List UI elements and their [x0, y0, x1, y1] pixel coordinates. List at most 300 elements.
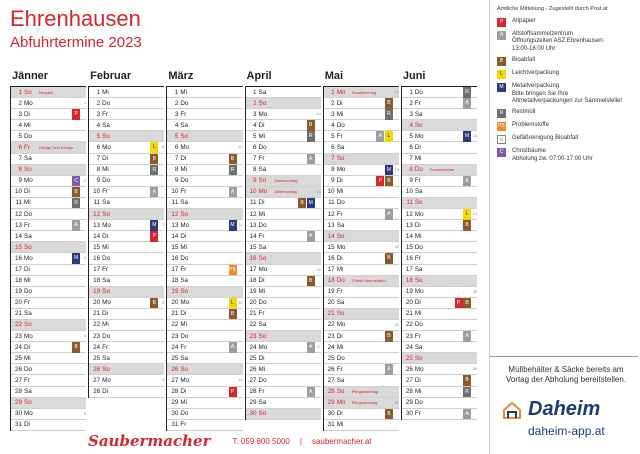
day-row	[167, 276, 242, 287]
week-number: 11	[238, 223, 243, 228]
day-row	[402, 331, 477, 342]
legend-label: Leichtverpackung	[512, 70, 560, 77]
weekday: Sa	[336, 376, 345, 384]
day-number: 3	[331, 110, 335, 118]
day-row	[324, 198, 399, 209]
page-title: Ehrenhausen	[10, 6, 141, 31]
day-row	[167, 131, 242, 142]
pickup-badge: R	[72, 198, 80, 209]
day-row	[89, 276, 164, 287]
weekday: Mo	[414, 288, 424, 296]
day-row	[89, 231, 164, 242]
day-row	[89, 298, 164, 309]
weekday: Mi	[258, 288, 266, 296]
weekday: Mo	[336, 243, 346, 251]
day-row	[167, 253, 242, 264]
day-row	[402, 265, 477, 276]
day-number: 23	[171, 332, 179, 340]
day-row	[402, 342, 477, 353]
day-row	[402, 364, 477, 375]
week-number: 7	[162, 223, 165, 228]
legend-swatch: P	[497, 18, 506, 27]
day-row	[246, 176, 321, 187]
day-row	[246, 276, 321, 287]
weekday: Mi	[258, 132, 266, 140]
day-number: 4	[253, 121, 257, 129]
day-row	[167, 353, 242, 364]
weekday: Do	[24, 210, 33, 218]
weekday: Mo	[336, 399, 346, 407]
weekday: Mo	[180, 299, 190, 307]
week-number: 8	[162, 300, 165, 305]
day-number: 6	[174, 143, 179, 151]
weekday: Fr	[180, 421, 187, 429]
day-number: 3	[253, 110, 257, 118]
weekday: Do	[180, 177, 189, 185]
day-row	[246, 353, 321, 364]
divider-vertical	[489, 0, 490, 454]
day-number: 17	[327, 266, 335, 273]
day-row	[167, 420, 242, 431]
day-number: 16	[171, 254, 179, 262]
day-number: 15	[171, 243, 179, 251]
day-row	[167, 198, 242, 209]
day-number: 20	[14, 299, 22, 307]
pickup-badge: R	[150, 165, 158, 176]
day-number: 11	[249, 199, 257, 207]
month-header: März	[166, 66, 242, 87]
day-number: 17	[171, 266, 179, 273]
day-row	[89, 309, 164, 320]
legend-swatch: PS	[498, 123, 505, 130]
weekday: Mi	[258, 210, 266, 218]
day-number: 19	[14, 288, 22, 296]
weekday: Sa	[102, 199, 110, 207]
day-number: 10	[405, 188, 413, 196]
day-row	[402, 387, 477, 398]
day-number: 21	[327, 310, 335, 318]
day-row	[11, 353, 86, 364]
day-row	[11, 287, 86, 298]
weekday: Sa	[180, 199, 189, 207]
day-number: 8	[409, 166, 413, 174]
day-row	[89, 220, 164, 231]
day-number: 8	[253, 166, 257, 174]
weekday: Mo	[102, 143, 111, 151]
day-row	[246, 198, 321, 209]
weekday: Mo	[258, 343, 268, 351]
week-number: 12	[238, 300, 243, 305]
legend-label: Christbäume Abholung zw. 07:00-17:00 Uhr	[512, 148, 593, 162]
pickup-badge: A	[463, 331, 471, 342]
day-row	[324, 387, 399, 398]
pickup-badge: B	[385, 331, 393, 342]
pickup-badge: L	[150, 142, 158, 153]
pickup-badge: PS	[229, 265, 237, 276]
day-number: 7	[96, 155, 101, 163]
pickup-badge: R	[463, 387, 471, 398]
day-row	[324, 231, 399, 242]
day-number: 18	[14, 277, 22, 285]
day-row	[167, 364, 242, 375]
day-row	[324, 309, 399, 320]
day-number: 6	[18, 143, 22, 151]
weekday: Do	[336, 354, 345, 362]
day-row	[402, 220, 477, 231]
day-number: 19	[327, 288, 335, 296]
pickup-badge: B	[463, 298, 471, 309]
day-number: 10	[93, 188, 101, 196]
day-number: 22	[14, 321, 22, 329]
weekday: Fr	[24, 299, 30, 307]
day-row	[246, 231, 321, 242]
day-row	[167, 287, 242, 298]
day-number: 9	[409, 177, 413, 185]
day-row	[89, 253, 164, 264]
day-number: 16	[14, 254, 22, 262]
weekday: Fr	[414, 177, 421, 185]
weekday: Sa	[414, 188, 423, 196]
weekday: Do	[414, 243, 423, 251]
day-row	[402, 287, 477, 298]
day-row	[246, 120, 321, 131]
app-brand: Daheim	[528, 398, 601, 420]
day-number: 17	[93, 266, 101, 273]
holiday-note: Neujahr	[39, 89, 54, 95]
day-number: 14	[327, 232, 335, 240]
day-number: 22	[249, 321, 257, 329]
weekday: Sa	[414, 110, 423, 118]
weekday: Mi	[180, 243, 187, 251]
day-row	[324, 342, 399, 353]
day-number: 13	[93, 221, 101, 229]
day-number: 27	[14, 376, 22, 384]
day-row	[402, 131, 477, 142]
weekday: Do	[180, 410, 189, 418]
weekday: So	[414, 354, 423, 362]
week-number: 4	[84, 334, 87, 339]
day-number: 26	[171, 365, 179, 373]
weekday: Sa	[24, 155, 32, 163]
weekday: Mo	[258, 266, 268, 273]
pickup-badge: M	[72, 253, 80, 264]
day-row	[89, 387, 164, 398]
pickup-badge: P	[150, 231, 158, 242]
day-number: 7	[174, 155, 179, 163]
day-number: 30	[171, 410, 179, 418]
day-row	[402, 231, 477, 242]
pickup-badge: M	[463, 131, 471, 142]
weekday: Mo	[24, 410, 33, 418]
weekday: Mi	[180, 321, 187, 329]
pickup-badge: B	[385, 253, 393, 264]
day-row	[402, 353, 477, 364]
day-row	[324, 353, 399, 364]
day-number: 3	[18, 110, 22, 118]
day-number: 26	[93, 365, 101, 373]
day-number: 26	[405, 365, 413, 373]
pickup-badge: A	[385, 209, 393, 220]
weekday: Mo	[102, 299, 111, 307]
day-number: 4	[96, 121, 101, 129]
day-row	[167, 98, 242, 109]
day-number: 30	[327, 410, 335, 418]
day-row	[246, 331, 321, 342]
weekday: So	[24, 399, 32, 407]
day-number: 2	[331, 99, 335, 107]
day-row	[246, 109, 321, 120]
day-row	[89, 209, 164, 220]
weekday: Mi	[414, 232, 422, 240]
day-row	[89, 320, 164, 331]
holiday-note: Heilige Drei Könige	[39, 144, 74, 150]
weekday: Do	[414, 399, 423, 407]
day-number: 16	[93, 254, 101, 262]
day-row	[402, 298, 477, 309]
day-row	[11, 387, 86, 398]
pickup-badge: M	[229, 220, 237, 231]
day-number: 6	[96, 143, 101, 151]
legend-item	[497, 83, 637, 105]
weekday: So	[258, 177, 267, 185]
weekday: Di	[180, 388, 187, 396]
day-row	[11, 331, 86, 342]
day-row	[89, 98, 164, 109]
day-number: 22	[93, 321, 101, 329]
month-column	[88, 66, 166, 431]
day-number: 12	[405, 210, 413, 218]
pickup-badge: A	[229, 342, 237, 353]
weekday: So	[258, 99, 267, 107]
weekday: Do	[102, 99, 111, 107]
pickup-badge: B	[385, 98, 393, 109]
day-row	[11, 187, 86, 198]
weekday: Fr	[102, 110, 109, 118]
weekday: Di	[180, 155, 187, 163]
month-column	[401, 66, 479, 431]
day-row	[11, 109, 86, 120]
pickup-badge: B	[385, 409, 393, 420]
day-number: 13	[249, 221, 257, 229]
weekday: Mi	[102, 321, 109, 329]
week-number: 3	[84, 256, 87, 261]
day-number: 24	[171, 343, 179, 351]
day-row	[167, 265, 242, 276]
day-number: 26	[327, 365, 335, 373]
day-row	[246, 253, 321, 264]
weekday: Fr	[414, 99, 421, 107]
pickup-badge: M	[307, 198, 315, 209]
day-number: 25	[14, 354, 22, 362]
day-number: 20	[171, 299, 179, 307]
day-row	[324, 131, 399, 142]
day-number: 25	[405, 354, 413, 362]
month-column	[10, 66, 88, 431]
day-row	[167, 176, 242, 187]
day-row	[11, 87, 86, 98]
day-row	[324, 220, 399, 231]
weekday: Di	[102, 232, 109, 240]
day-number: 24	[327, 343, 335, 351]
app-url[interactable]: daheim-app.at	[528, 424, 605, 438]
day-number: 30	[14, 410, 22, 418]
legend-label: Altstoffsammelzentrum Öffnungszeiten ASZ Ehrenhausen: 13:00-18:00 Uhr	[512, 31, 605, 52]
day-number: 10	[171, 188, 179, 196]
legend-swatch: R	[497, 109, 506, 118]
weekday: Mo	[102, 376, 111, 384]
pickup-badge: M	[385, 165, 393, 176]
day-row	[324, 109, 399, 120]
pickup-badge: P	[455, 298, 463, 309]
legend-item	[497, 31, 637, 53]
day-row	[11, 98, 86, 109]
pickup-badge: B	[229, 154, 237, 165]
day-row	[89, 287, 164, 298]
day-row	[11, 309, 86, 320]
day-number: 20	[327, 299, 335, 307]
day-row	[11, 342, 86, 353]
weekday: Di	[180, 310, 187, 318]
weekday: Mi	[414, 310, 422, 318]
month-column	[245, 66, 323, 431]
day-row	[324, 87, 399, 98]
week-number: 21	[394, 322, 399, 327]
day-row	[246, 387, 321, 398]
day-row	[11, 120, 86, 131]
legend	[497, 6, 637, 167]
day-number: 15	[327, 243, 335, 251]
week-number: 16	[316, 267, 321, 272]
day-row	[402, 142, 477, 153]
day-row	[11, 142, 86, 153]
week-number: 23	[472, 134, 478, 139]
day-number: 16	[249, 254, 257, 262]
day-row	[89, 187, 164, 198]
day-number: 21	[405, 310, 413, 318]
day-number: 16	[327, 254, 335, 262]
day-row	[11, 253, 86, 264]
day-row	[89, 176, 164, 187]
day-row	[246, 220, 321, 231]
weekday: So	[24, 88, 32, 96]
day-number: 2	[174, 99, 179, 107]
weekday: Mi	[336, 343, 344, 351]
weekday: Fr	[414, 332, 421, 340]
day-row	[246, 342, 321, 353]
weekday: Sa	[336, 221, 345, 229]
weekday: Sa	[102, 277, 110, 285]
day-row	[11, 231, 86, 242]
weekday: Mo	[180, 143, 190, 151]
day-row	[89, 131, 164, 142]
day-number: 1	[96, 88, 101, 96]
day-number: 26	[14, 365, 22, 373]
weekday: Mo	[102, 221, 111, 229]
weekday: Do	[258, 376, 267, 384]
weekday: Fr	[24, 143, 30, 151]
pickup-badge: A	[307, 231, 315, 242]
day-number: 21	[93, 310, 101, 318]
day-row	[89, 165, 164, 176]
weekday: Mo	[336, 88, 346, 96]
day-number: 6	[331, 143, 335, 151]
week-number: 14	[316, 112, 321, 117]
day-row	[167, 375, 242, 386]
day-row	[89, 87, 164, 98]
day-number: 1	[18, 88, 22, 96]
weekday: Di	[102, 310, 109, 318]
pickup-badge: B	[463, 375, 471, 386]
day-row	[167, 342, 242, 353]
week-number: 9	[162, 378, 165, 383]
day-number: 17	[249, 266, 257, 273]
weekday: Sa	[102, 121, 110, 129]
day-row	[324, 120, 399, 131]
weekday: Sa	[414, 266, 423, 273]
weekday: Fr	[258, 310, 265, 318]
day-row	[246, 131, 321, 142]
day-number: 5	[409, 132, 413, 140]
weekday: Mi	[336, 421, 344, 429]
weekday: Fr	[180, 188, 187, 196]
footer-web[interactable]: saubermacher.at	[311, 436, 372, 446]
day-number: 31	[171, 421, 179, 429]
weekday: Mi	[414, 388, 422, 396]
day-row	[167, 109, 242, 120]
day-row	[324, 176, 399, 187]
day-row	[402, 242, 477, 253]
day-number: 28	[249, 388, 257, 396]
day-number: 23	[249, 332, 257, 340]
company-logo: Saubermacher	[88, 432, 211, 450]
weekday: So	[24, 243, 32, 251]
day-number: 27	[93, 376, 101, 384]
day-number: 4	[409, 121, 413, 129]
weekday: Fr	[102, 266, 109, 273]
day-number: 13	[327, 221, 335, 229]
day-number: 22	[405, 321, 413, 329]
weekday: Di	[336, 332, 343, 340]
weekday: So	[336, 388, 345, 396]
pickup-badge: L	[463, 209, 471, 220]
weekday: Di	[258, 121, 265, 129]
legend-item	[497, 135, 637, 144]
day-row	[11, 320, 86, 331]
weekday: Di	[258, 354, 265, 362]
weekday: Mi	[258, 365, 266, 373]
day-row	[11, 220, 86, 231]
day-row	[246, 309, 321, 320]
day-row	[167, 409, 242, 420]
day-number: 14	[14, 232, 22, 240]
day-row	[246, 375, 321, 386]
day-number: 13	[14, 221, 22, 229]
day-row	[11, 242, 86, 253]
day-number: 7	[409, 155, 413, 163]
day-row	[89, 154, 164, 165]
day-number: 14	[405, 232, 413, 240]
weekday: Mi	[180, 166, 187, 174]
app-logo[interactable]	[502, 398, 600, 421]
weekday: Sa	[258, 166, 267, 174]
legend-label: Altpapier	[512, 18, 536, 24]
day-number: 15	[93, 243, 101, 251]
day-number: 18	[249, 277, 257, 285]
day-row	[324, 398, 399, 409]
week-number: 13	[238, 378, 243, 383]
weekday: Sa	[24, 388, 32, 396]
day-row	[324, 276, 399, 287]
